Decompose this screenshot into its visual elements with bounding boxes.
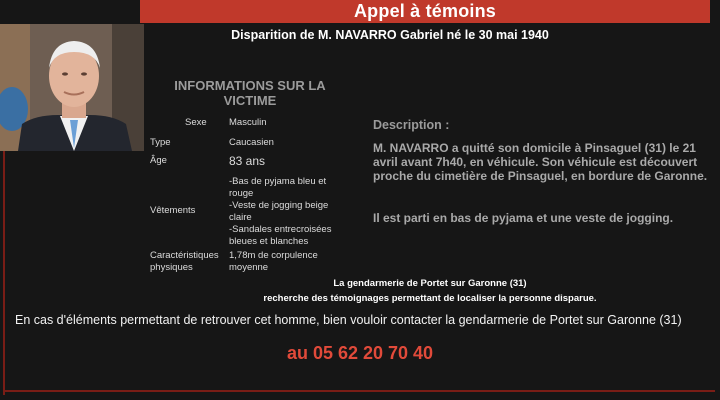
info-label-sexe: Sexe: [185, 117, 207, 128]
info-value-vetements: [229, 176, 344, 248]
caracteristiques-value-line: 1,78m de corpulence: [229, 250, 318, 261]
disappearance-subtitle: Disparition de M. NAVARRO Gabriel né le 30 mai 1940: [231, 28, 549, 42]
info-value-caracteristiques: [229, 250, 344, 274]
info-value-sexe: Masculin: [229, 117, 267, 128]
contact-phone[interactable]: au 05 62 20 70 40: [286, 343, 434, 363]
caracteristiques-label-line: physiques: [150, 262, 193, 273]
description-paragraph-2: Il est parti en bas de pyjama et une veste de jogging.: [373, 211, 674, 225]
info-value-type: Caucasien: [229, 137, 274, 148]
header-banner: [140, 0, 710, 23]
contact-text: En cas d'éléments permettant de retrouver cet homme, bien vouloir contacter la gendarmerie de Portet sur Garonne (31): [15, 313, 682, 327]
gendarmerie-line-2: recherche des témoignages permettant de localiser la personne disparue.: [263, 293, 597, 304]
info-label-vetements: Vêtements: [150, 205, 196, 216]
vetements-line: -Sandales entrecroisées: [229, 224, 332, 235]
vetements-line: -Veste de jogging beige: [229, 200, 329, 211]
vetements-line: rouge: [229, 188, 254, 199]
vetements-line: -Bas de pyjama bleu et: [229, 176, 327, 187]
caracteristiques-value-line: moyenne: [229, 262, 269, 273]
left-border-line: [3, 150, 5, 395]
info-label-age: Âge: [150, 155, 167, 166]
info-label-caracteristiques: [150, 250, 225, 274]
victim-info-title: INFORMATIONS SUR LA VICTIME: [174, 78, 326, 108]
gendarmerie-line-1: La gendarmerie de Portet sur Garonne (31): [333, 278, 527, 289]
description-heading: Description :: [373, 118, 450, 132]
caracteristiques-label-line: Caractéristiques: [150, 250, 219, 261]
vetements-line: claire: [229, 212, 252, 223]
portrait-illustration: [0, 24, 144, 151]
info-label-type: Type: [150, 137, 171, 148]
victim-photo: [0, 24, 144, 151]
description-paragraph-1: M. NAVARRO a quitté son domicile à Pinsaguel (31) le 21 avril avant 7h40, en véhicule. Son véhicule est découvert proche du cimetière de Pinsaguel, en bordure de Garonne.: [373, 141, 708, 183]
vetements-line: bleues et blanches: [229, 236, 309, 247]
info-value-age: 83 ans: [229, 154, 266, 168]
page-title: Appel à témoins: [353, 1, 497, 21]
bottom-border-line: [3, 390, 715, 392]
